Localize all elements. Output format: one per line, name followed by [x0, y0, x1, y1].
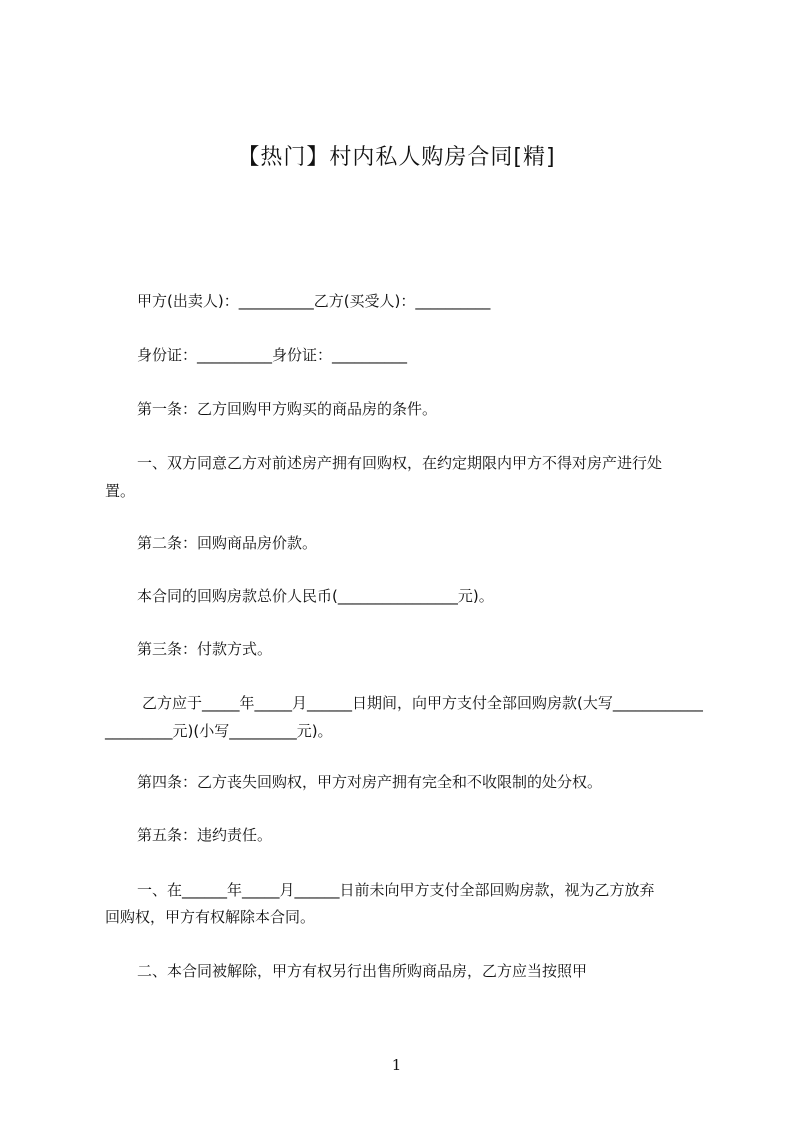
article-4-heading: 第四条：乙方丧失回购权，甲方对房产拥有完全和不收限制的处分权。 — [137, 773, 603, 791]
id-card-line: 身份证：__________身份证：__________ — [137, 346, 408, 364]
article-5-heading: 第五条：违约责任。 — [137, 826, 273, 844]
article-3-text: 乙方应于_____年_____月______日期间，向甲方支付全部回购房款(大写____________ — [142, 694, 703, 712]
article-5-item-1-continued: 回购权，甲方有权解除本合同。 — [105, 908, 316, 926]
parties-line: 甲方(出卖人)：__________乙方(买受人)：__________ — [137, 292, 491, 310]
article-1-heading: 第一条：乙方回购甲方购买的商品房的条件。 — [137, 400, 438, 418]
article-2-text: 本合同的回购房款总价人民币(________________元)。 — [137, 587, 494, 605]
page-number: 1 — [391, 1056, 402, 1074]
article-3-heading: 第三条：付款方式。 — [137, 640, 273, 658]
article-3-text-continued: _________元)(小写_________元)。 — [105, 722, 333, 740]
article-5-item-1: 一、在______年_____月______日前未向甲方支付全部回购房款，视为乙方放弃 — [137, 881, 655, 899]
article-5-item-2: 二、本合同被解除，甲方有权另行出售所购商品房，乙方应当按照甲 — [137, 962, 588, 980]
article-1-item-1: 一、双方同意乙方对前述房产拥有回购权，在约定期限内甲方不得对房产进行处 — [137, 454, 663, 472]
article-2-heading: 第二条：回购商品房价款。 — [137, 534, 318, 552]
article-1-item-1-continued: 置。 — [105, 482, 136, 500]
document-title: 【热门】村内私人购房合同[精] — [237, 145, 556, 170]
